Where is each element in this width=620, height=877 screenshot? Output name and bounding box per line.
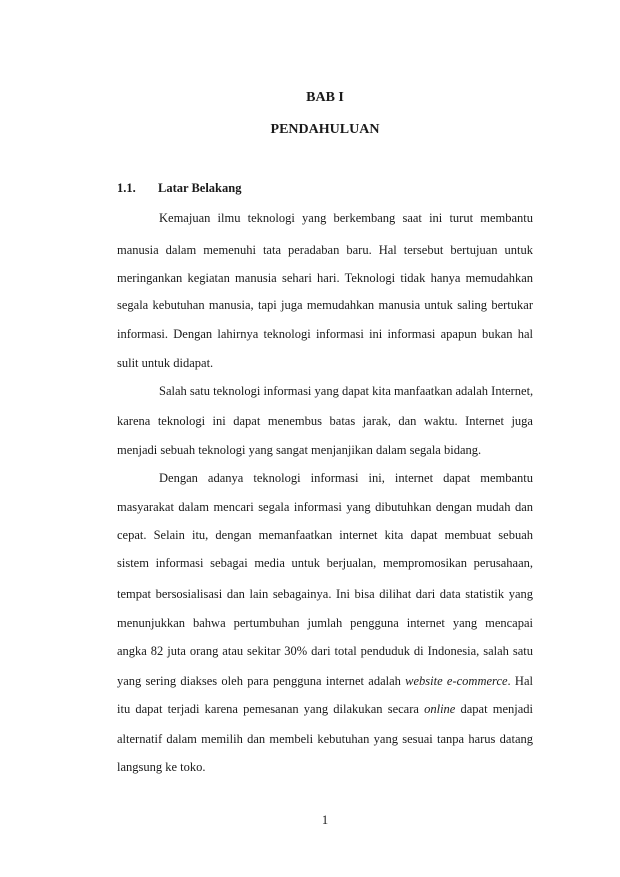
- paragraph-line: sistem informasi sebagai media untuk berjualan, mempromosikan perusahaan,: [117, 556, 533, 570]
- paragraph-line: Salah satu teknologi informasi yang dapat kita manfaatkan adalah Internet,: [159, 384, 534, 398]
- paragraph-line: langsung ke toko.: [117, 760, 206, 774]
- paragraph-line: alternatif dalam memilih dan membeli kebutuhan yang sesuai tanpa harus datang: [117, 732, 533, 746]
- section-title: Latar Belakang: [158, 181, 242, 195]
- paragraph-line: [117, 673, 533, 689]
- paragraph-line: masyarakat dalam mencari segala informasi yang dibutuhkan dengan mudah dan: [117, 500, 533, 514]
- paragraph-line: karena teknologi ini dapat menembus batas jarak, dan waktu. Internet juga: [117, 414, 533, 428]
- text-run: . Hal: [507, 674, 533, 688]
- text-run: yang sering diakses oleh para pengguna internet adalah: [117, 674, 406, 688]
- paragraph-line: informasi. Dengan lahirnya teknologi informasi ini informasi apapun bukan hal: [117, 327, 533, 341]
- paragraph-line: Dengan adanya teknologi informasi ini, internet dapat membantu: [159, 471, 533, 485]
- section-number: 1.1.: [117, 181, 136, 195]
- paragraph-line: menjadi sebuah teknologi yang sangat menjanjikan dalam segala bidang.: [117, 443, 482, 457]
- text-run: itu dapat terjadi karena pemesanan yang dilakukan secara: [117, 702, 425, 716]
- paragraph-line: sulit untuk didapat.: [117, 356, 214, 370]
- paragraph-line: [117, 701, 533, 717]
- chapter-title: PENDAHULUAN: [270, 122, 380, 137]
- paragraph-line: cepat. Selain itu, dengan memanfaatkan internet kita dapat membuat sebuah: [117, 528, 533, 542]
- paragraph-line: segala kebutuhan manusia, tapi juga memudahkan manusia untuk saling bertukar: [117, 298, 533, 312]
- section-heading: [117, 181, 241, 196]
- text-run: dapat menjadi: [455, 702, 533, 716]
- paragraph-line: Kemajuan ilmu teknologi yang berkembang saat ini turut membantu: [159, 211, 533, 225]
- page-number: 1: [321, 813, 329, 827]
- paragraph-line: meringankan kegiatan manusia sehari hari. Teknologi tidak hanya memudahkan: [117, 271, 533, 285]
- paragraph-line: tempat bersosialisasi dan lain sebagainya. Ini bisa dilihat dari data statistik yang: [117, 587, 533, 601]
- paragraph-line: menunjukkan bahwa pertumbuhan jumlah pengguna internet yang mencapai: [117, 616, 533, 630]
- italic-term: online: [424, 702, 456, 716]
- chapter-number: BAB I: [306, 90, 344, 105]
- paragraph-line: manusia dalam memenuhi tata peradaban baru. Hal tersebut bertujuan untuk: [117, 243, 533, 257]
- italic-term: website e-commerce: [405, 674, 508, 688]
- paragraph-line: angka 82 juta orang atau sekitar 30% dari total penduduk di Indonesia, salah satu: [117, 644, 533, 658]
